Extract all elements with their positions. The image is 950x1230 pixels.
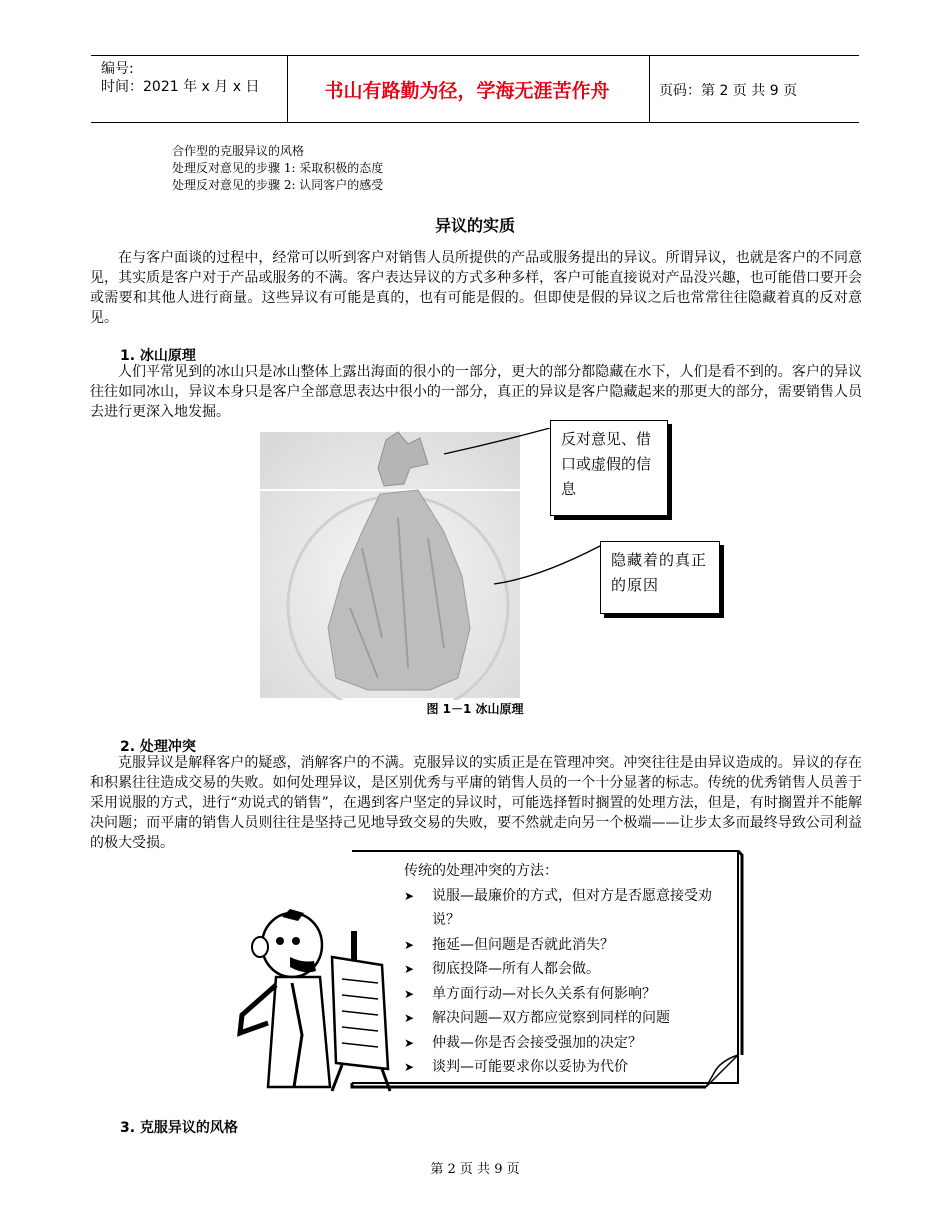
bullet-arrow-icon: ➤	[404, 1035, 415, 1050]
header-motto: 书山有路勤为径，学海无涯苦作舟	[324, 80, 610, 102]
cartoon-arm	[240, 985, 276, 1033]
section2-heading: 2. 处理冲突	[120, 739, 196, 755]
date-label: 时间：2021 年 x 月 x 日	[101, 79, 260, 95]
method-item	[404, 957, 734, 982]
callout-hidden-reason: 隐藏着的真正的原因	[600, 541, 720, 614]
page-title: 异议的实质	[434, 216, 515, 235]
method-item-text: 解决问题—双方都应觉察到同样的问题	[432, 1010, 670, 1026]
method-item-text: 仲裁—你是否会接受强加的决定？	[432, 1034, 642, 1051]
section3-heading: 3. 克服异议的风格	[120, 1120, 238, 1136]
toc-item: 合作型的克服异议的风格	[172, 144, 305, 158]
method-item-text: 彻底投降—所有人都会做。	[432, 961, 600, 977]
page-footer: 第 2 页 共 9 页	[430, 1162, 520, 1177]
section1-heading: 1. 冰山原理	[120, 348, 196, 364]
method-item-text: 谈判—可能要求你以妥协为代价	[432, 1059, 628, 1075]
toc-list	[172, 143, 383, 194]
cartoon-ear	[252, 937, 268, 957]
method-item	[404, 1006, 734, 1031]
figure-caption: 图 1－1 冰山原理	[426, 702, 524, 716]
cartoon-eye	[292, 937, 300, 945]
cartoon-body	[268, 977, 330, 1087]
section2-paragraph: 克服异议是解释客户的疑惑，消解客户的不满。克服异议的实质正是在管理冲突。冲突往往是由异议造成的。异议的存在和积累往往造成交易的失败。如何处理异议，是区别优秀与平庸的销售人员的一个十分显著的标志。传统的优秀销售人员善于采用说服的方式，进行“劝说式的销售”，在遇到客户坚定的异议时，可能选择暂时搁置的处理方法，但是，有时搁置并不能解决问题；而平庸的销售人员则往往是坚持己见地导致交易的失败，要不然就走向另一个极端——让步太多而最终导致公司利益的极大受损。	[90, 755, 862, 851]
method-item-text: 单方面行动—对长久关系有何影响？	[432, 985, 656, 1002]
intro-paragraph: 在与客户面谈的过程中，经常可以听到客户对销售人员所提供的产品或服务提出的异议。所谓异议，也就是客户的不同意见，其实质是客户对于产品或服务的不满。客户表达异议的方式多种多样，客户可能直接说对产品没兴趣，也可能借口要开会或需要和其他人进行商量。这些异议有可能是真的，也有可能是假的。但即使是假的异议之后也常常往往隐藏着真的反对意见。	[90, 250, 862, 326]
page-header	[91, 55, 859, 123]
callout-surface-objection: 反对意见、借口或虚假的信息	[550, 420, 668, 516]
cartoon-eye	[276, 937, 284, 945]
method-item	[404, 982, 734, 1007]
bullet-arrow-icon: ➤	[404, 962, 415, 976]
bullet-arrow-icon: ➤	[404, 888, 415, 903]
method-item	[404, 1055, 734, 1080]
method-item	[404, 884, 734, 933]
method-title: 传统的处理冲突的方法：	[404, 863, 558, 879]
bullet-arrow-icon: ➤	[404, 1011, 415, 1025]
method-item-text: 拖延—但问题是否就此消失？	[432, 936, 614, 953]
header-meta	[101, 60, 259, 96]
bullet-arrow-icon: ➤	[404, 1060, 415, 1074]
toc-item: 处理反对意见的步骤 2: 认同客户的感受	[172, 178, 384, 192]
method-list	[404, 859, 734, 1080]
header-page-info: 页码：第 2 页 共 9 页	[659, 83, 798, 99]
method-item	[404, 1031, 734, 1056]
header-divider	[649, 56, 650, 122]
bullet-arrow-icon: ➤	[404, 937, 415, 952]
method-box	[348, 847, 744, 1091]
bullet-arrow-icon: ➤	[404, 986, 415, 1001]
code-label: 编号:	[101, 61, 134, 77]
method-item	[404, 933, 734, 958]
toc-item: 处理反对意见的步骤 1: 采取积极的态度	[172, 161, 384, 175]
method-item-text: 说服—最廉价的方式，但对方是否愿意接受劝说？	[432, 887, 712, 928]
section1-paragraph: 人们平常见到的冰山只是冰山整体上露出海面的很小的一部分，更大的部分都隐藏在水下，人们是看不到的。客户的异议往往如同冰山，异议本身只是客户全部意思表达中很小的一部分，真正的异议是客户隐藏起来的那更大的部分，需要销售人员去进行更深入地发掘。	[90, 364, 862, 420]
